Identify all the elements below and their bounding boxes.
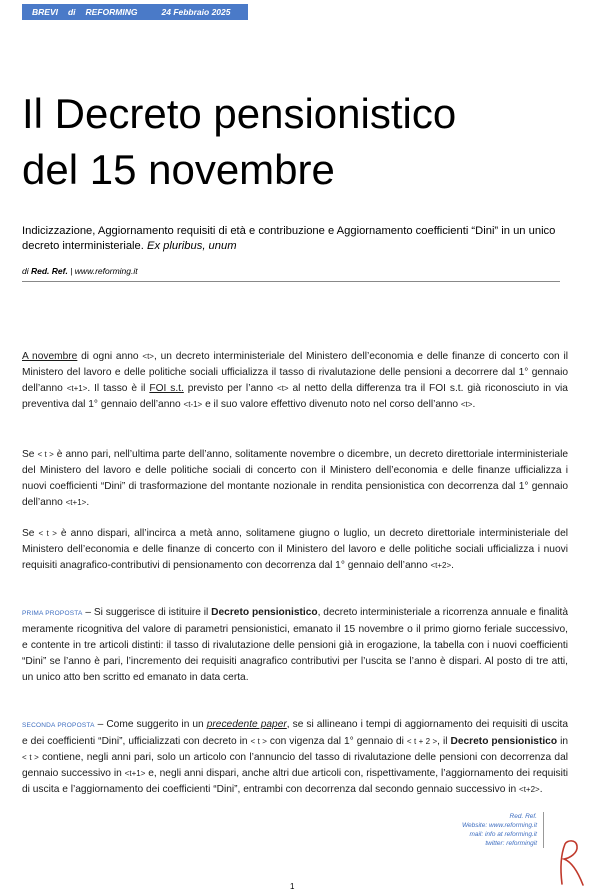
p5-year-token: < t + 2 > xyxy=(406,736,438,746)
seconda-proposta-label: SECONDA PROPOSTA xyxy=(22,722,95,729)
paragraph-seconda-proposta xyxy=(22,717,568,798)
page-title-line-2: del 15 novembre xyxy=(22,146,335,193)
precedente-paper-link[interactable]: precedente paper xyxy=(206,719,287,730)
credits-website[interactable]: Website: www.reforming.it xyxy=(461,822,537,829)
p1-text-g: e il suo valore effettivo divenuto noto nel corso dell’anno xyxy=(202,398,461,410)
p4-bold-term: Decreto pensionistico xyxy=(211,607,318,618)
p5-year-token: < t > xyxy=(22,752,39,762)
p4-text-b: , decreto interministeriale a ricorrenza annuale e finalità meramente ricognitiva del valore di parametri pensionistici, emanato il 15 novembre o il primo giorno feriale successivo, e contente in tre articoli distinti: il tasso di rivalutazione delle pensioni già in erogazione, la tabella con i nuovi coefficienti “Dini” se l’anno è pari, l’incremento dei requisiti anagrafico contributivi per l’uscita se l’anno è dispari. Al posto di tre atti, un unico atto ben scritto ed emanato in data certa. xyxy=(22,607,569,683)
p5-text-a: – Come suggerito in un xyxy=(94,719,207,730)
subtitle-text: Indicizzazione, Aggiornamento requisiti di età e contribuzione e Aggiornamento coefficienti “Dini” in un unico decreto interministeriale. xyxy=(22,225,556,252)
byline-divider xyxy=(22,281,560,282)
p1-text-d: . Il tasso è il xyxy=(87,382,150,394)
paragraph-prima-proposta xyxy=(22,605,568,686)
p5-text-g: e, negli anni dispari, anche altri due articoli con, rispettivamente, l’aggiornamento dei requisiti di uscita e l’aggiornamento dei coefficienti “Dini”, entrambi con decorrenza dal secondo gennaio successivo in xyxy=(22,767,568,795)
p3-text-b: è anno dispari, all’incirca a metà anno, solitamene giugno o luglio, un decreto direttoriale interministeriale del Ministero dell’economia e delle finanze di concerto con il Ministero del lavoro e delle politiche sociali ufficializza i nuovi requisiti anagrafico-contributivi di pensionamento con decorrenza dal 1° gennaio dell’anno xyxy=(22,528,568,571)
p1-year-token: <t> xyxy=(277,383,289,393)
p1-text-h: . xyxy=(472,398,476,410)
p2-year-token: < t > xyxy=(37,450,54,459)
page-title xyxy=(22,86,582,198)
p3-text-a: Se xyxy=(22,528,39,539)
p3-text-c: . xyxy=(451,559,454,571)
p3-year-token: <t+2> xyxy=(430,560,452,570)
p5-text-h: . xyxy=(539,783,543,795)
p1-foi-link[interactable]: FOI s.t. xyxy=(149,382,184,394)
header-date: 24 Febbraio 2025 xyxy=(161,7,231,17)
p2-text-a: Se xyxy=(22,449,38,460)
p2-text-b: è anno pari, nell’ultima parte dell’anno, solitamente novembre o dicembre, un decreto direttoriale interministeriale del Ministero del lavoro e delle politiche sociali di concerto con il Ministero dell’economia e delle finanze ufficializza i nuovi coefficienti “Dini” di trasformazione del montante nozionale in rendita pensionistica con decorrenza dal 1° gennaio dell’anno xyxy=(22,449,569,508)
p5-bold-term: Decreto pensionistico xyxy=(450,735,558,747)
page-title-line-1: Il Decreto pensionistico xyxy=(22,90,457,137)
subtitle-motto: Ex pluribus, unum xyxy=(146,240,237,252)
p5-text-f: contiene, negli anni pari, solo un articolo con l’annuncio del tasso di rivalutazione delle pensioni con decorrenza dal gennaio successivo in xyxy=(22,751,569,779)
p5-text-c: con vigenza dal 1° gennaio di xyxy=(266,735,407,747)
p1-novembre: A novembre xyxy=(22,351,78,362)
header-banner xyxy=(22,4,248,20)
p5-year-token: < t > xyxy=(250,736,267,746)
p2-text-c: . xyxy=(86,496,90,508)
byline-author: Red. Ref. xyxy=(31,266,68,276)
p1-year-token: <t> xyxy=(142,352,154,361)
paragraph-indicizzazione xyxy=(22,349,568,413)
header-brand-di: di xyxy=(67,7,76,17)
footer-credits xyxy=(462,812,544,848)
paragraph-requisiti xyxy=(22,526,568,574)
p2-year-token: <t+1> xyxy=(65,497,87,507)
p5-text-e: in xyxy=(557,735,568,747)
credits-twitter[interactable]: twitter: reformingit xyxy=(485,840,537,847)
prima-proposta-label: PRIMA PROPOSTA xyxy=(22,610,83,617)
p4-text-a: – Si suggerisce di istituire il xyxy=(82,607,212,618)
p5-text-b: , se si allineano i tempi di aggiornamento dei requisiti di uscita e dei coefficienti “Dini”, ufficializzati con decreto in xyxy=(22,719,568,747)
p1-text-c: , un decreto interministeriale del Ministero dell’economia e delle finanze di concerto con il Ministero del lavoro e delle politiche sociali ufficializza il tasso di rivalutazione delle pensioni a decorrere dal 1° gennaio dell’anno xyxy=(22,351,568,394)
byline-site: | www.reforming.it xyxy=(70,266,138,276)
credits-mail[interactable]: mail: info at reforming.it xyxy=(469,831,537,838)
credits-author: Red. Ref. xyxy=(509,813,537,820)
byline xyxy=(22,266,138,276)
paragraph-coefficienti-dini xyxy=(22,447,568,511)
p1-text-b: di ogni anno xyxy=(77,351,143,362)
page-number: 1 xyxy=(290,882,295,891)
p3-year-token: < t > xyxy=(38,529,57,538)
subtitle xyxy=(22,224,570,254)
p5-year-token: <t+1> xyxy=(124,768,146,778)
p1-year-token: <t+1> xyxy=(66,383,88,393)
p1-year-token: <t> xyxy=(460,399,473,409)
p1-year-token: <t-1> xyxy=(183,399,203,409)
header-brand-reforming: REFORMING xyxy=(85,7,138,17)
p5-text-d: , il xyxy=(437,735,451,747)
byline-prefix: di xyxy=(22,266,29,276)
p1-text-e: previsto per l’anno xyxy=(183,382,278,394)
header-brand-brevi: BREVI xyxy=(32,7,58,17)
p5-year-token: <t+2> xyxy=(519,784,540,794)
p1-text-f: al netto della differenza tra il FOI s.t. già riconosciuto in via preventiva dal 1° gennaio dell’anno xyxy=(22,382,568,410)
reforming-logo-icon xyxy=(552,838,586,888)
